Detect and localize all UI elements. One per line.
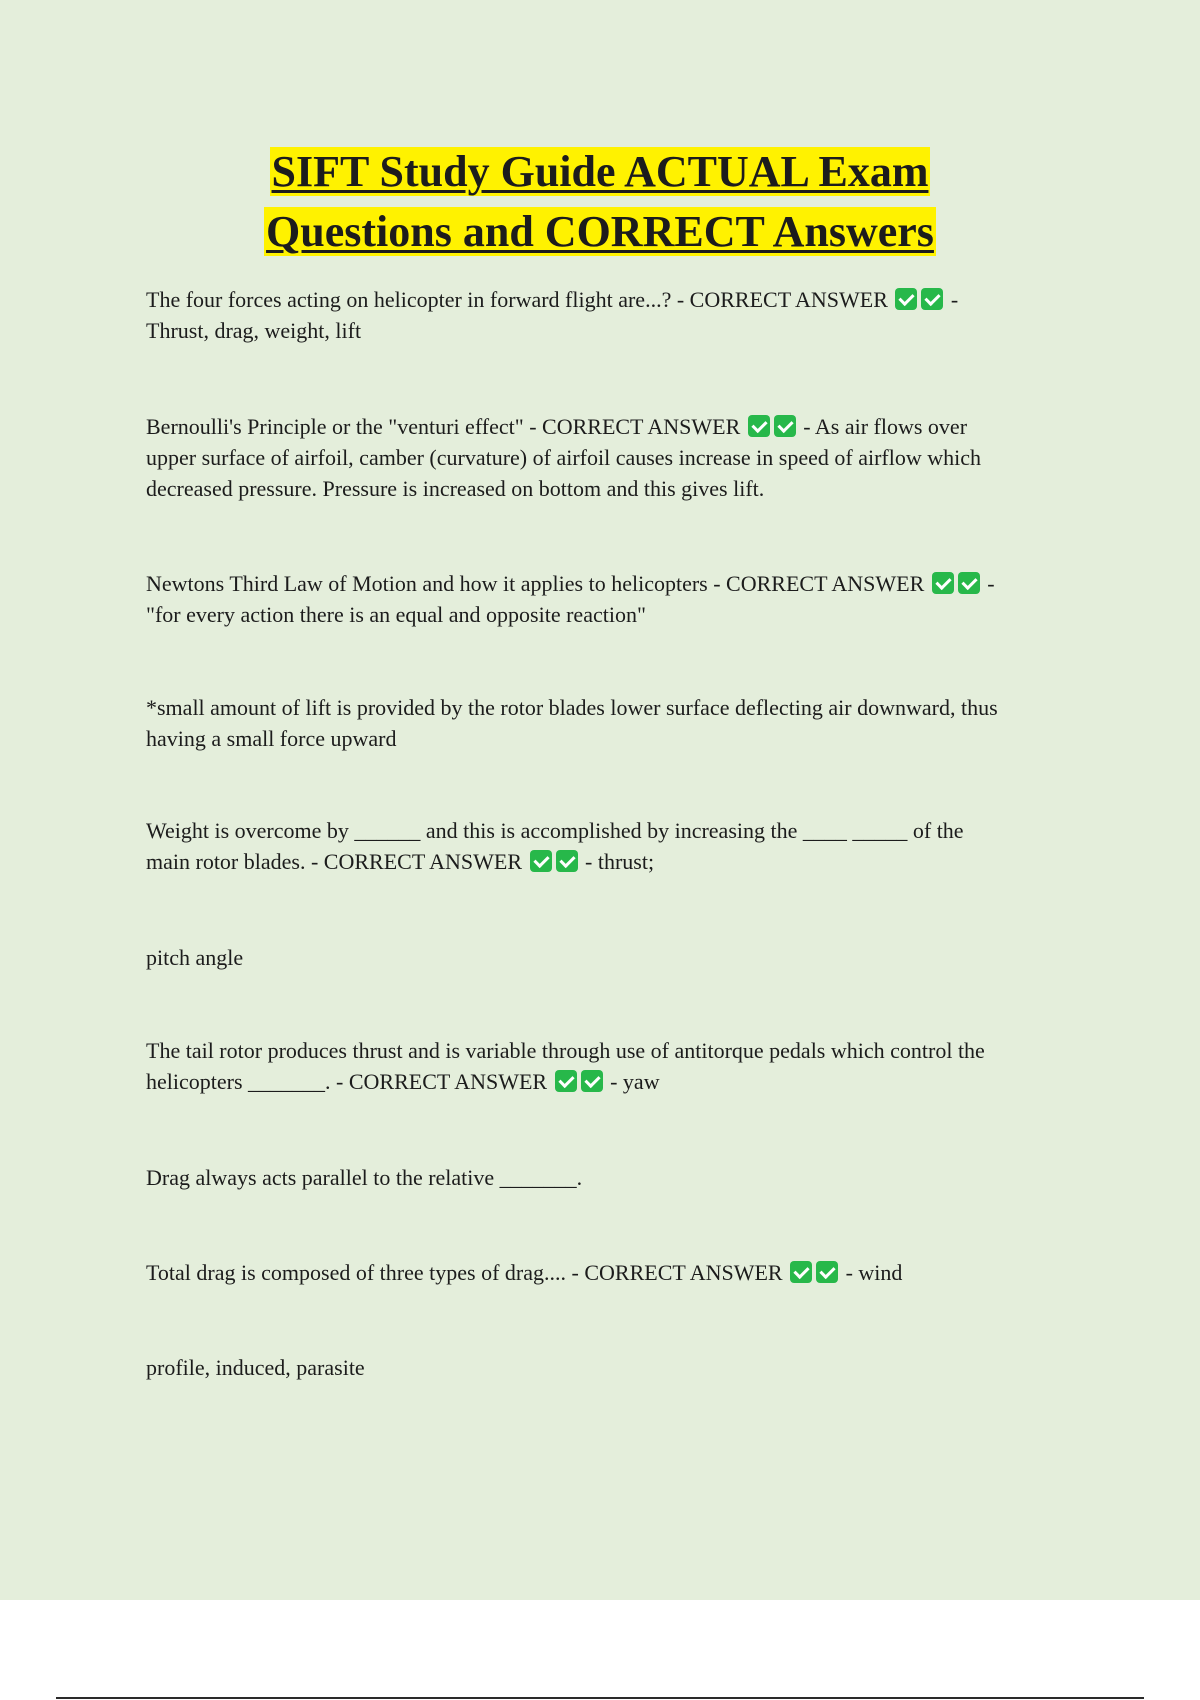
qa-item-newton [146, 568, 1090, 630]
answer-text: decreased pressure. Pressure is increased on bottom and this gives lift. [146, 476, 765, 501]
checkmark-icon [790, 1261, 812, 1283]
answer-marker: CORRECT ANSWER [348, 1069, 548, 1094]
answer-text: - [981, 571, 995, 596]
question-text: Drag always acts parallel to the relative _______. [146, 1165, 583, 1190]
checkmark-icon [555, 1070, 577, 1092]
answer-text: "for every action there is an equal and opposite reaction" [146, 602, 646, 627]
answer-text: pitch angle [146, 945, 244, 970]
answer-marker: CORRECT ANSWER [584, 1260, 783, 1285]
answer-marker: CORRECT ANSWER [726, 571, 925, 596]
note-text: having a small force upward [146, 726, 397, 751]
checkmark-icon [556, 850, 578, 872]
checkmark-icon [921, 288, 943, 310]
answer-text: - As air flows over [797, 414, 968, 439]
qa-item-bernoulli [146, 411, 1090, 504]
footer-divider [56, 1697, 1144, 1699]
qa-item-drag-parallel [146, 1162, 1090, 1193]
checkmark-icon [774, 415, 796, 437]
question-text: The tail rotor produces thrust and is variable through use of antitorque pedals which control the [146, 1038, 985, 1063]
qa-item-weight [146, 815, 1090, 877]
answer-text: Thrust, drag, weight, lift [146, 318, 362, 343]
question-text: The four forces acting on helicopter in forward flight are...? - [146, 287, 690, 312]
qa-item-tail-rotor [146, 1035, 1090, 1097]
qa-item-forces [146, 284, 1090, 346]
question-text: main rotor blades. - [146, 849, 324, 874]
answer-marker: CORRECT ANSWER [542, 414, 741, 439]
qa-item-drag-types [146, 1352, 1090, 1383]
checkmark-icon [895, 288, 917, 310]
answer-text: - [945, 287, 959, 312]
checkmark-icon [932, 572, 954, 594]
title-line-2: Questions and CORRECT Answers [266, 207, 934, 256]
answer-text: - thrust; [579, 849, 655, 874]
checkmark-icon [530, 850, 552, 872]
qa-item-pitch-angle [146, 942, 1090, 973]
answer-text: - yaw [604, 1069, 660, 1094]
checkmark-icon [958, 572, 980, 594]
answer-text: - wind [840, 1260, 903, 1285]
qa-item-total-drag [146, 1257, 1090, 1288]
question-text: helicopters _______. - [146, 1069, 349, 1094]
qa-item-small-lift [146, 692, 1090, 754]
question-text: Newtons Third Law of Motion and how it applies to helicopters - [146, 571, 727, 596]
question-text: Bernoulli's Principle or the "venturi effect" - [146, 414, 543, 439]
question-text: Total drag is composed of three types of drag.... - [146, 1260, 585, 1285]
answer-marker: CORRECT ANSWER [689, 287, 888, 312]
checkmark-icon [581, 1070, 603, 1092]
page-title [0, 142, 1200, 262]
checkmark-icon [748, 415, 770, 437]
checkmark-icon [816, 1261, 838, 1283]
note-text: *small amount of lift is provided by the rotor blades lower surface deflecting air downward, thus [146, 695, 998, 720]
question-text: Weight is overcome by ______ and this is accomplished by increasing the ____ _____ of the [146, 818, 964, 843]
answer-text: profile, induced, parasite [146, 1355, 365, 1380]
title-line-1: SIFT Study Guide ACTUAL Exam [271, 147, 929, 196]
answer-text: upper surface of airfoil, camber (curvature) of airfoil causes increase in speed of airflow which [146, 445, 982, 470]
answer-marker: CORRECT ANSWER [323, 849, 523, 874]
